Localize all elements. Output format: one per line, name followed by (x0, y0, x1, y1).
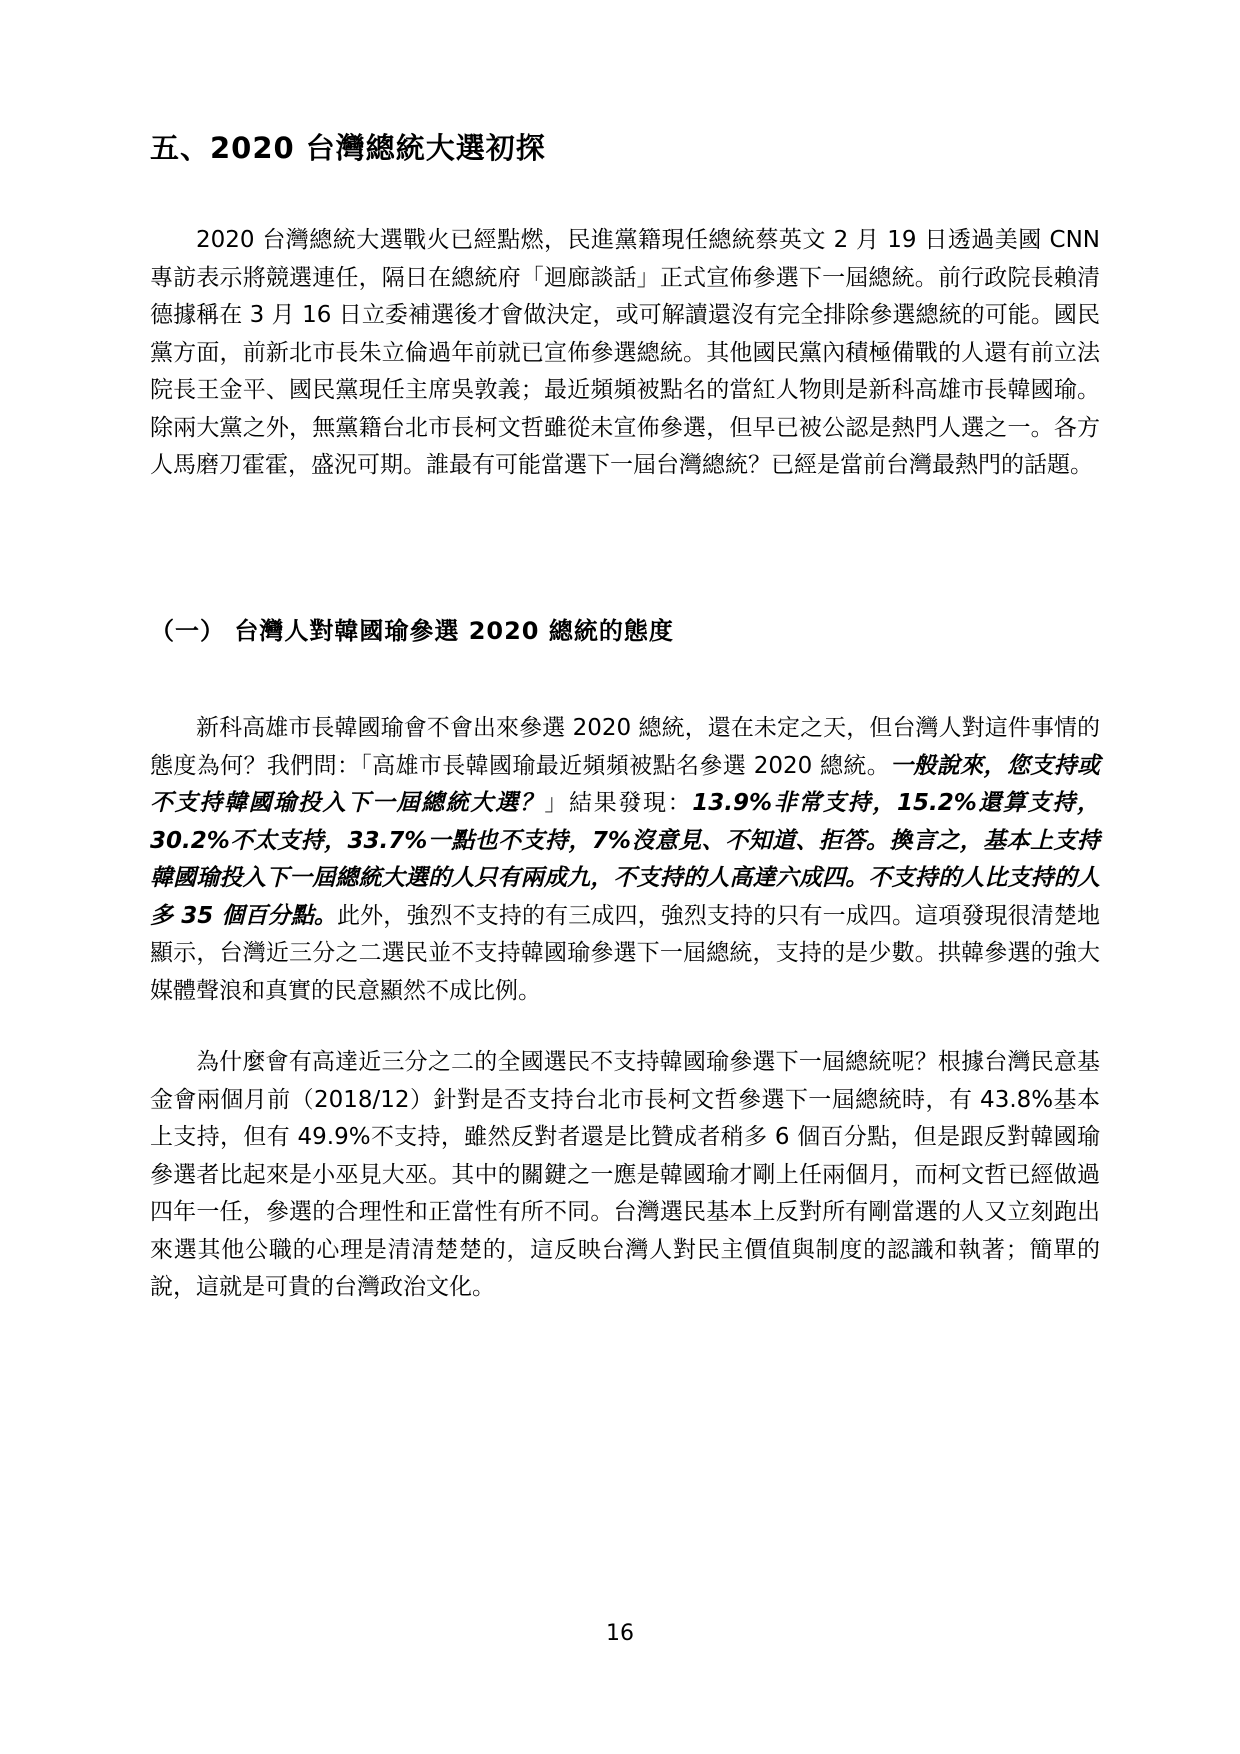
section-title: 五、2020 台灣總統大選初探 (150, 131, 546, 165)
survey-text-conclusion: 此外，強烈不支持的有三成四，強烈支持的只有一成四。這項發現很清楚地顯示，台灣近三分之二選民並不支持韓國瑜參選下一屆總統，支持的是少數。拱韓參選的強大媒體聲浪和真實的民意顯然不成比例。 (150, 902, 1100, 1004)
intro-paragraph: 2020 台灣總統大選戰火已經點燃，民進黨籍現任總統蔡英文 2 月 19 日透過美國 CNN 專訪表示將競選連任，隔日在總統府「迴廊談話」正式宣佈參選下一屆總統。前行政院長賴清德據稱在 3 月 16 日立委補選後才會做決定，或可解讀還沒有完全排除參選總統的可能。國民黨方面，前新北市長朱立倫過年前就已宣佈參選總統。其他國民黨內積極備戰的人還有前立法院長王金平、國民黨現任主席吳敦義；最近頻頻被點名的當紅人物則是新科高雄市長韓國瑜。除兩大黨之外，無黨籍台北市長柯文哲雖從未宣佈參選，但早已被公認是熱門人選之一。各方人馬磨刀霍霍，盛況可期。誰最有可能當選下一屆台灣總統？已經是當前台灣最熱門的話題。 (150, 227, 1100, 478)
survey-text-transition: 」結果發現： (544, 790, 693, 816)
survey-question-emphasis: 一般說來，您支持或不支持韓國瑜投入下一屆總統大選？ (150, 752, 1101, 816)
survey-result-paragraph (150, 710, 1100, 1010)
survey-text-intro: 新科高雄市長韓國瑜會不會出來參選 2020 總統，還在未定之天，但台灣人對這件事情的態度為何？我們問：「高雄市長韓國瑜最近頻頻被點名參選 2020 總統。 (150, 715, 1100, 779)
survey-findings-emphasis: 13.9%非常支持，15.2%還算支持，30.2%不太支持，33.7%一點也不支持，7%沒意見、不知道、拒答。換言之，基本上支持韓國瑜投入下一屆總統大選的人只有兩成九，不支持的人高達六成四。不支持的人比支持的人多 35 個百分點。 (150, 790, 1101, 929)
subsection-title: （一） 台灣人對韓國瑜參選 2020 總統的態度 (150, 617, 674, 645)
page-number: 16 (606, 1621, 634, 1646)
analysis-paragraph: 為什麼會有高達近三分之二的全國選民不支持韓國瑜參選下一屆總統呢？根據台灣民意基金會兩個月前（2018/12）針對是否支持台北市長柯文哲參選下一屆總統時，有 43.8%基本上支持，但有 49.9%不支持，雖然反對者還是比贊成者稍多 6 個百分點，但是跟反對韓國瑜參選者比起來是小巫見大巫。其中的關鍵之一應是韓國瑜才剛上任兩個月，而柯文哲已經做過四年一任，參選的合理性和正當性有所不同。台灣選民基本上反對所有剛當選的人又立刻跑出來選其他公職的心理是清清楚楚的，這反映台灣人對民主價值與制度的認識和執著；簡單的說，這就是可貴的台灣政治文化。 (150, 1049, 1100, 1300)
